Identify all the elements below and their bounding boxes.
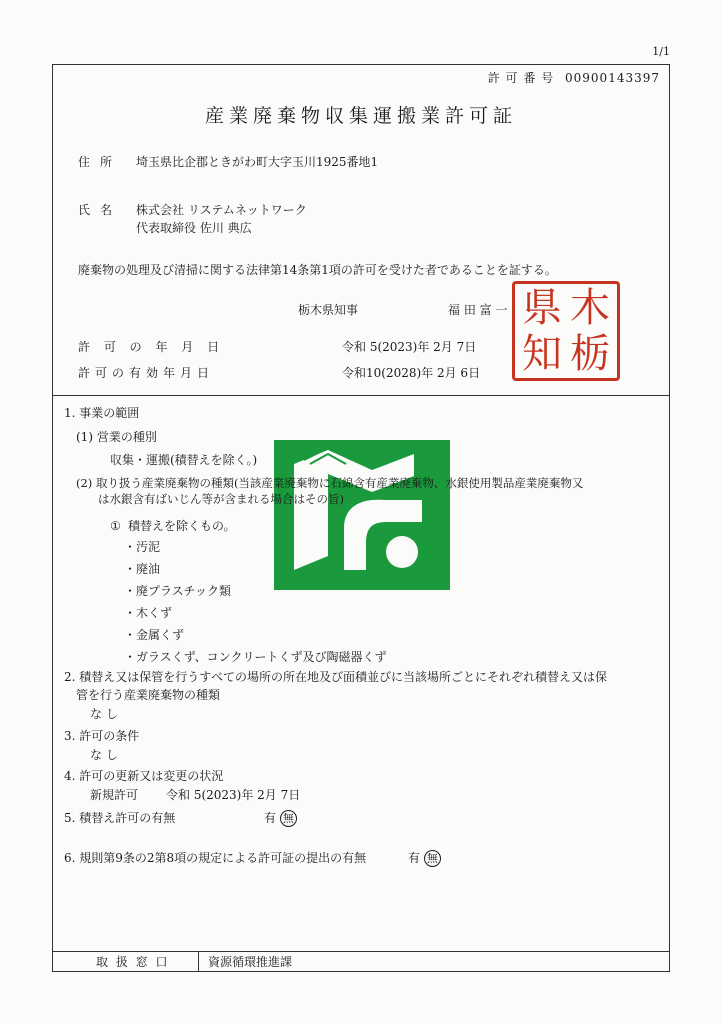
- footer-label: 取 扱 窓 口: [96, 955, 170, 969]
- address-label: 住所: [78, 155, 123, 169]
- section3-value: な し: [90, 748, 118, 762]
- section5-heading: 5. 積替え許可の有無: [64, 811, 176, 825]
- waste-type-item: ・金属くず: [124, 628, 185, 642]
- divider-footer: [52, 951, 670, 952]
- permit-date-value: 令和 5(2023)年 2月 7日: [342, 340, 477, 354]
- section4-status: 新規許可: [90, 788, 139, 802]
- waste-type-item: ・廃プラスチック類: [124, 584, 232, 598]
- section6-no-circled: 無: [424, 850, 441, 867]
- section1-item-label: 積替えを除くもの。: [128, 519, 236, 533]
- section5-answer: [264, 810, 297, 827]
- name-label: 氏名: [78, 203, 123, 217]
- section4-heading: 4. 許可の更新又は変更の状況: [64, 769, 224, 783]
- document-title: 産業廃棄物収集運搬業許可証: [204, 105, 517, 127]
- valid-date-value: 令和10(2028)年 2月 6日: [342, 366, 481, 380]
- valid-date-label: 許可の有効年月日: [78, 366, 215, 380]
- prefecture-emblem-icon: [274, 440, 450, 590]
- waste-type-item: ・木くず: [124, 606, 173, 620]
- section1-heading: 1. 事業の範囲: [64, 406, 140, 420]
- page-number: 1/1: [652, 45, 670, 58]
- footer-value: 資源循環推進課: [208, 955, 293, 969]
- section5-no-circled: 無: [280, 810, 297, 827]
- section1-waste-heading-line2: は水銀含有ばいじん等が含まれる場合はその旨): [98, 492, 344, 506]
- footer-divider: [198, 951, 199, 972]
- section2-heading-line2: 管を行う産業廃棄物の種類: [76, 688, 221, 702]
- representative-name: 代表取締役 佐川 典広: [136, 221, 252, 235]
- section2-heading-line1: 2. 積替え又は保管を行うすべての場所の所在地及び面積並びに当該場所ごとにそれぞれ積替え又は保: [64, 670, 608, 684]
- permit-number-label: 許 可 番 号: [487, 71, 555, 85]
- permit-number-value: 00900143397: [565, 71, 660, 85]
- waste-type-item: ・ガラスくず、コンクリートくず及び陶磁器くず: [124, 650, 387, 664]
- section4-date: 令和 5(2023)年 2月 7日: [166, 788, 301, 802]
- permit-date-label: 許 可 の 年 月 日: [78, 340, 225, 354]
- section1-waste-heading-line1: (2) 取り扱う産業廃棄物の種類(当該産業廃棄物に石綿含有産業廃棄物、水銀使用製品産業廃棄物又: [76, 476, 584, 490]
- section2-value: な し: [90, 707, 118, 721]
- divider-header: [52, 395, 670, 396]
- section6-yes: 有: [408, 851, 421, 865]
- section1-item-mark: ①: [110, 519, 121, 533]
- section3-heading: 3. 許可の条件: [64, 729, 140, 743]
- section5-yes: 有: [264, 811, 277, 825]
- governor-seal: 県 木 知 栃: [512, 281, 620, 381]
- certification-text: 廃棄物の処理及び清掃に関する法律第14条第1項の許可を受けた者であることを証する。: [78, 263, 557, 277]
- issuer-name: 福 田 富 一: [448, 303, 508, 317]
- section6-heading: 6. 規則第9条の2第8項の規定による許可証の提出の有無: [64, 851, 367, 865]
- section1-business-type-value: 収集・運搬(積替えを除く。): [110, 453, 258, 467]
- waste-type-item: ・汚泥: [124, 540, 161, 554]
- section6-answer: [408, 850, 441, 867]
- address-value: 埼玉県比企郡ときがわ町大字玉川1925番地1: [136, 155, 379, 169]
- permit-number: [488, 72, 660, 84]
- issuer-title: 栃木県知事: [298, 303, 359, 317]
- company-name: 株式会社 リステムネットワーク: [136, 203, 307, 217]
- waste-type-item: ・廃油: [124, 562, 161, 576]
- section1-business-type-heading: (1) 営業の種別: [76, 430, 157, 444]
